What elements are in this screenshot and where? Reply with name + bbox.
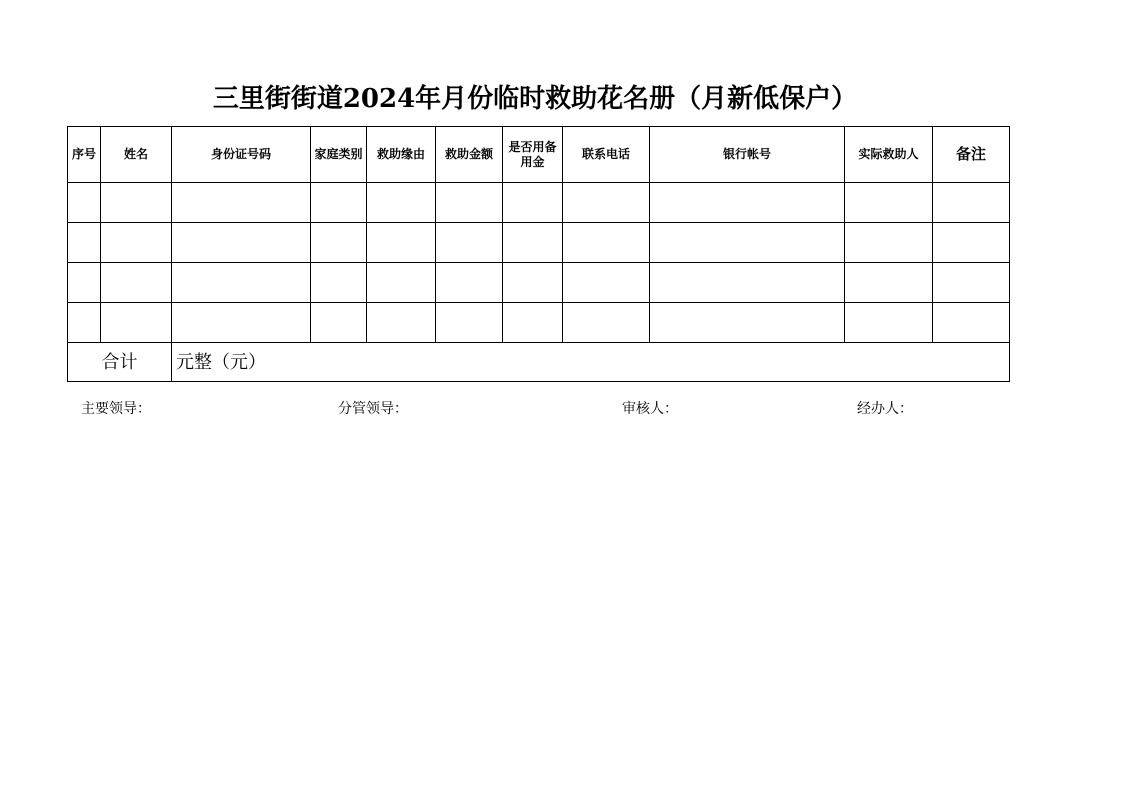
cell-reserve-fund-used[interactable] [503,303,563,343]
cell-household-category[interactable] [311,183,367,223]
cell-relief-amount[interactable] [436,303,503,343]
cell-remarks[interactable] [933,303,1010,343]
signature-reviewer: 审核人： [622,401,678,417]
cell-bank-account[interactable] [650,183,845,223]
table-row [68,303,1010,343]
cell-relief-amount[interactable] [436,183,503,223]
cell-actual-recipient[interactable] [845,303,933,343]
cell-remarks[interactable] [933,183,1010,223]
cell-relief-amount[interactable] [436,263,503,303]
total-row [68,343,1010,382]
cell-relief-amount[interactable] [436,223,503,263]
cell-id-number[interactable] [172,183,311,223]
cell-relief-reason[interactable] [367,223,436,263]
cell-id-number[interactable] [172,223,311,263]
cell-phone[interactable] [563,263,650,303]
cell-name[interactable] [101,303,172,343]
cell-serial-number[interactable] [68,303,101,343]
cell-actual-recipient[interactable] [845,223,933,263]
header-household-category: 家庭类别 [311,127,367,183]
total-label: 合计 [68,343,172,382]
cell-reserve-fund-used[interactable] [503,263,563,303]
cell-bank-account[interactable] [650,263,845,303]
cell-name[interactable] [101,183,172,223]
header-serial-number: 序号 [68,127,101,183]
header-reserve-fund-used: 是否用备用金 [503,127,563,183]
header-relief-reason: 救助缘由 [367,127,436,183]
cell-phone[interactable] [563,303,650,343]
cell-reserve-fund-used[interactable] [503,223,563,263]
page-title: 三里街街道2024年月份临时救助花名册（月新低保户） [212,84,858,114]
cell-phone[interactable] [563,183,650,223]
table-row [68,183,1010,223]
cell-household-category[interactable] [311,223,367,263]
cell-remarks[interactable] [933,263,1010,303]
cell-serial-number[interactable] [68,183,101,223]
cell-bank-account[interactable] [650,303,845,343]
cell-serial-number[interactable] [68,263,101,303]
header-id-number: 身份证号码 [172,127,311,183]
total-amount-cell[interactable]: 元整（元） [172,343,1010,382]
header-remarks: 备注 [933,127,1010,183]
cell-id-number[interactable] [172,303,311,343]
cell-phone[interactable] [563,223,650,263]
table-row [68,223,1010,263]
signature-main-leader: 主要领导： [81,401,151,417]
header-phone: 联系电话 [563,127,650,183]
table-header-row [68,127,1010,183]
table-row [68,263,1010,303]
relief-roster-table [67,126,1010,382]
cell-reserve-fund-used[interactable] [503,183,563,223]
cell-id-number[interactable] [172,263,311,303]
signature-deputy-leader: 分管领导： [338,401,408,417]
signature-handler: 经办人： [857,401,913,417]
cell-relief-reason[interactable] [367,183,436,223]
header-bank-account: 银行帐号 [650,127,845,183]
header-name: 姓名 [101,127,172,183]
cell-actual-recipient[interactable] [845,263,933,303]
cell-household-category[interactable] [311,263,367,303]
cell-bank-account[interactable] [650,223,845,263]
cell-relief-reason[interactable] [367,263,436,303]
header-actual-recipient: 实际救助人 [845,127,933,183]
header-relief-amount: 救助金额 [436,127,503,183]
cell-relief-reason[interactable] [367,303,436,343]
cell-name[interactable] [101,263,172,303]
cell-serial-number[interactable] [68,223,101,263]
cell-name[interactable] [101,223,172,263]
cell-remarks[interactable] [933,223,1010,263]
cell-actual-recipient[interactable] [845,183,933,223]
cell-household-category[interactable] [311,303,367,343]
